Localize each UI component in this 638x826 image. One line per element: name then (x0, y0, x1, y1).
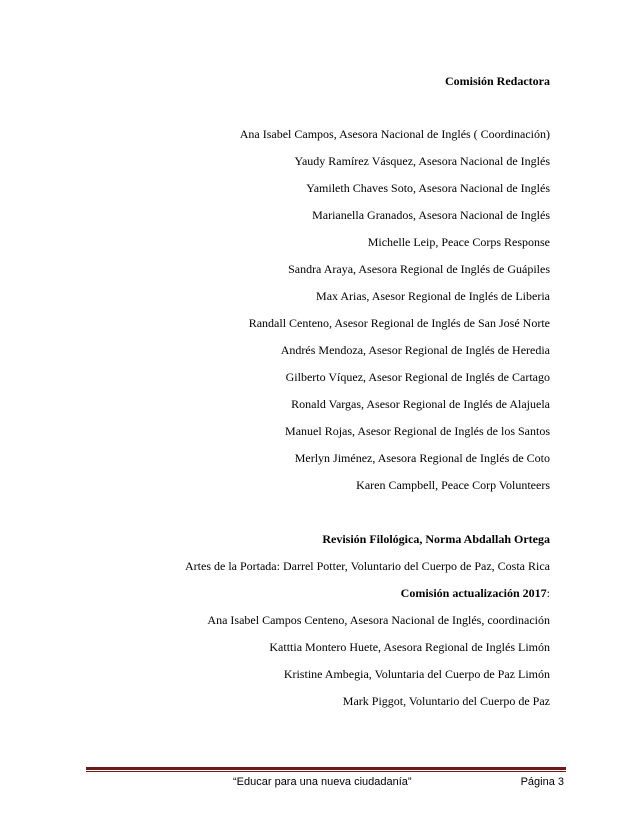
cover-art-credit: Artes de la Portada: Darrel Potter, Voluntario del Cuerpo de Paz, Costa Rica (185, 559, 550, 573)
committee-member: Sandra Araya, Asesora Regional de Inglés de Guápiles (288, 262, 550, 276)
committee-member: Marianella Granados, Asesora Nacional de Inglés (312, 208, 550, 222)
committee-title: Comisión Redactora (445, 74, 550, 88)
update-committee-member: Katttia Montero Huete, Asesora Regional de Inglés Limón (269, 640, 550, 654)
update-committee-colon: : (546, 586, 550, 600)
philological-review: Revisión Filológica, Norma Abdallah Ortega (322, 532, 550, 546)
footer-motto: “Educar para una nueva ciudadanía” (233, 776, 412, 788)
committee-member: Gilberto Víquez, Asesor Regional de Inglés de Cartago (285, 370, 550, 384)
committee-member: Karen Campbell, Peace Corp Volunteers (356, 478, 550, 492)
committee-member: Ronald Vargas, Asesor Regional de Inglés de Alajuela (291, 397, 550, 411)
committee-member: Merlyn Jiménez, Asesora Regional de Inglés de Coto (294, 451, 550, 465)
committee-member: Yamileth Chaves Soto, Asesora Nacional de Inglés (306, 181, 550, 195)
update-committee-heading (401, 586, 550, 600)
update-committee-member: Mark Piggot, Voluntario del Cuerpo de Paz (342, 694, 550, 708)
committee-member: Max Arias, Asesor Regional de Inglés de Liberia (316, 289, 550, 303)
footer-rule-thin (86, 771, 566, 772)
footer-rule (86, 767, 566, 770)
committee-member: Randall Centeno, Asesor Regional de Inglés de San José Norte (248, 316, 550, 330)
committee-member: Michelle Leip, Peace Corps Response (367, 235, 550, 249)
page-number: Página 3 (520, 776, 564, 788)
committee-member: Ana Isabel Campos, Asesora Nacional de Inglés ( Coordinación) (239, 127, 550, 141)
committee-member: Yaudy Ramírez Vásquez, Asesora Nacional de Inglés (294, 154, 550, 168)
update-committee-member: Ana Isabel Campos Centeno, Asesora Nacional de Inglés, coordinación (207, 613, 550, 627)
update-committee-member: Kristine Ambegia, Voluntaria del Cuerpo de Paz Limón (283, 667, 550, 681)
committee-member: Andrés Mendoza, Asesor Regional de Inglés de Heredia (280, 343, 550, 357)
update-committee-title: Comisión actualización 2017 (400, 586, 547, 600)
committee-member: Manuel Rojas, Asesor Regional de Inglés de los Santos (285, 424, 550, 438)
